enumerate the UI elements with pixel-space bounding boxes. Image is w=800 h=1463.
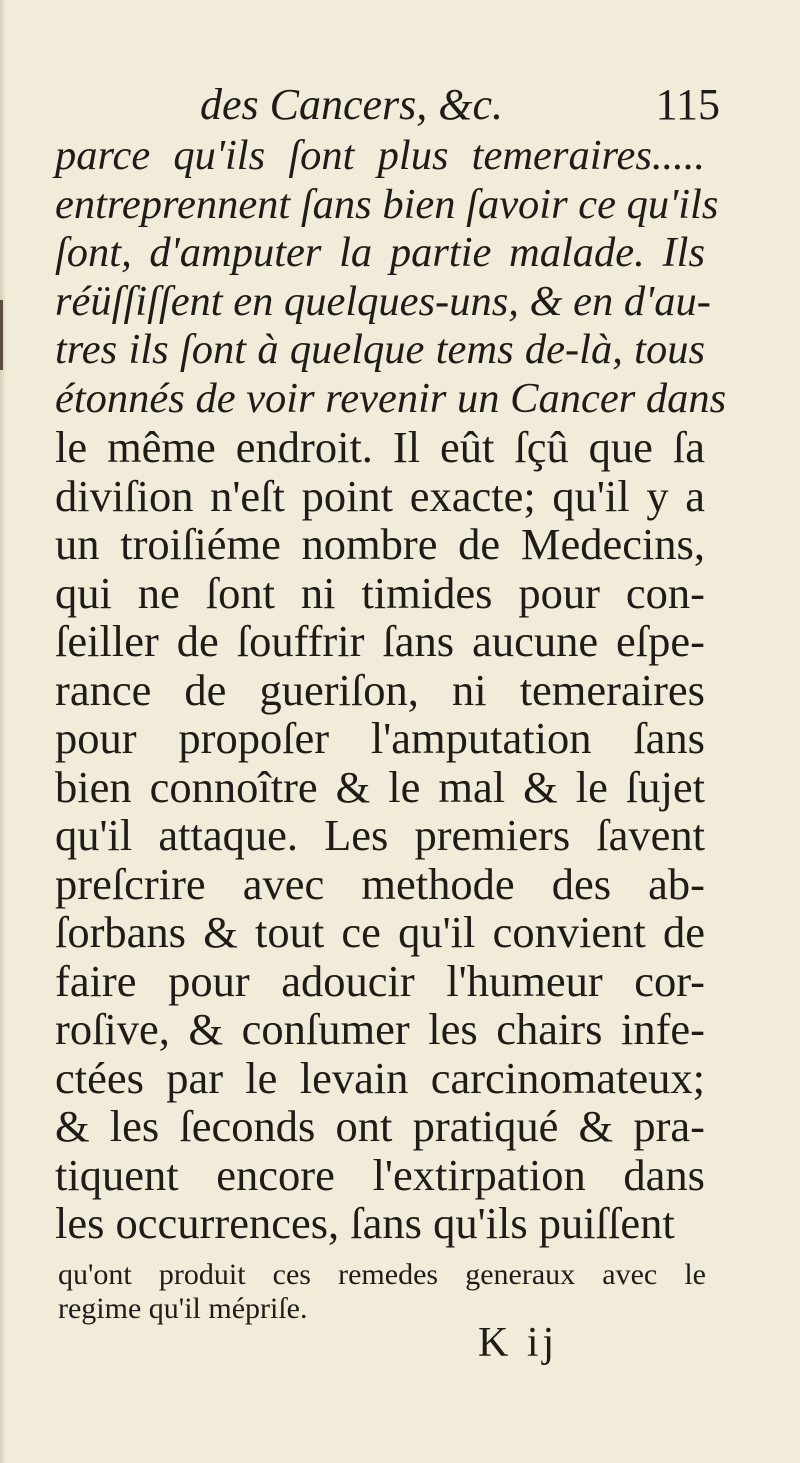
text-line: ſont, d'amputer la partie malade. Ils bbox=[55, 229, 705, 276]
text-line: ſeiller de ſouffrir ſans aucune eſpe- bbox=[55, 616, 705, 666]
text-line: ſorbans & tout ce qu'il convient de bbox=[55, 907, 705, 957]
text-line: preſcrire avec methode des ab- bbox=[55, 858, 705, 909]
text-line: réüſſiſſent en quelques-uns, & en d'au- bbox=[55, 277, 711, 325]
text-line: tiquent encore l'extirpation dans bbox=[55, 1149, 705, 1200]
text-line: ctées par le levain carcinomateux; bbox=[55, 1052, 705, 1103]
binding-mark bbox=[0, 300, 3, 370]
text-line: étonnés de voir revenir un Cancer dans bbox=[55, 374, 727, 422]
running-head: des Cancers, &c. bbox=[200, 80, 504, 129]
text-line: tres ils ſont à quelque tems de-là, tous bbox=[55, 326, 705, 373]
text-line: parce qu'ils ſont plus temeraires..... bbox=[55, 132, 705, 179]
text-line: rance de gueriſon, ni temeraires bbox=[55, 664, 705, 715]
text-line: roſive, & conſumer les chairs infe- bbox=[55, 1004, 705, 1054]
text-line: les occurrences, ſans qu'ils puiſſent bbox=[55, 1198, 675, 1248]
text-line: diviſion n'eſt point exacte; qu'il y a bbox=[55, 470, 705, 521]
text-line: qui ne ſont ni timides pour con- bbox=[55, 567, 705, 618]
text-line: faire pour adoucir l'humeur cor- bbox=[55, 955, 705, 1006]
text-line: le même endroit. Il eût ſçû que ſa bbox=[55, 422, 705, 472]
text-line: bien connoître & le mal & le ſujet bbox=[55, 761, 705, 812]
signature-mark: K ij bbox=[478, 1320, 559, 1366]
text-line: pour propoſer l'amputation ſans bbox=[55, 713, 705, 763]
body-text bbox=[55, 132, 727, 1248]
note-line: qu'ont produit ces remedes generaux avec le bbox=[58, 1258, 706, 1291]
page-header bbox=[200, 78, 720, 132]
text-line: & les ſeconds ont pratiqué & pra- bbox=[55, 1101, 705, 1151]
text-line: qu'il attaque. Les premiers ſavent bbox=[55, 810, 705, 860]
text-line: un troiſiéme nombre de Medecins, bbox=[55, 519, 705, 569]
page-number: 115 bbox=[655, 80, 720, 129]
margin-note bbox=[58, 1258, 706, 1326]
note-line: regime qu'il mépriſe. bbox=[58, 1292, 308, 1325]
text-line: entreprennent ſans bien ſavoir ce qu'ils bbox=[55, 180, 719, 228]
page-edge bbox=[0, 0, 6, 1463]
